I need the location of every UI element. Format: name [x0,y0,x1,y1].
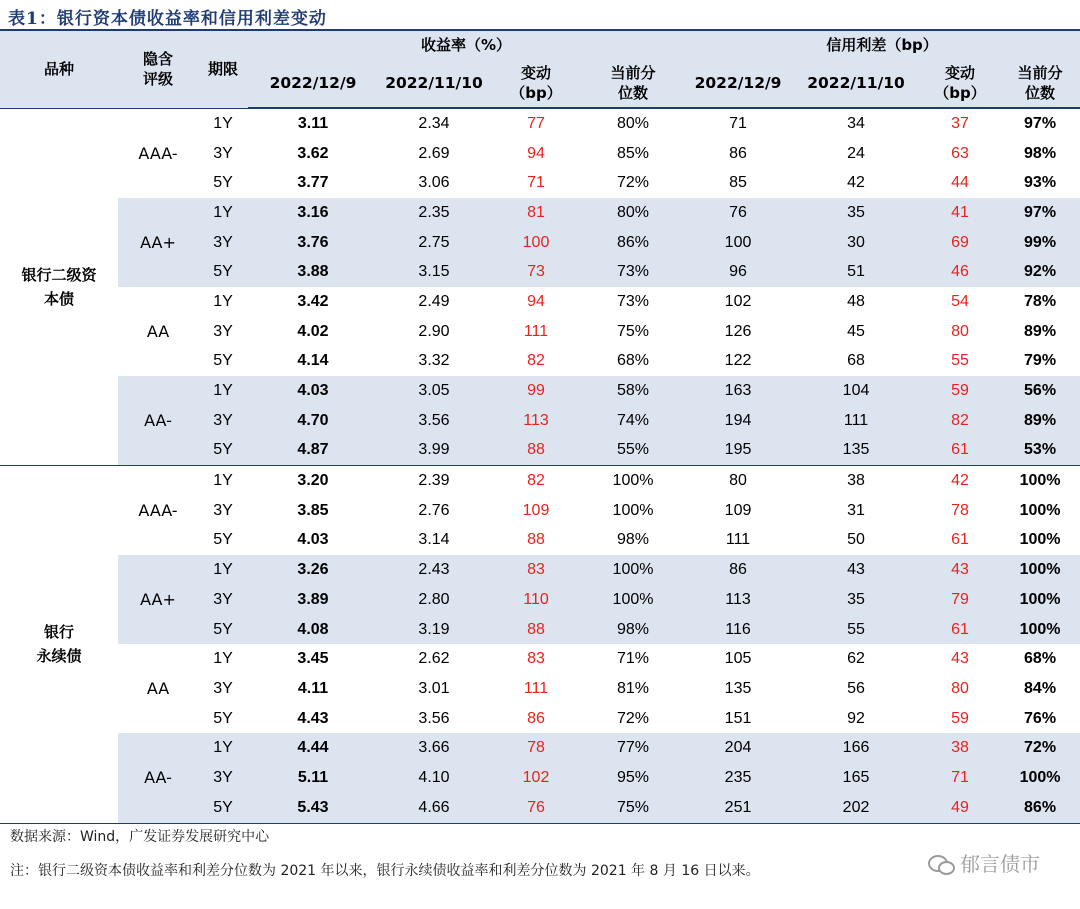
table-cell: 98% [617,531,650,549]
table-cell: 55 [951,352,969,370]
table-cell: 4.14 [297,352,329,370]
table-cell: 83 [527,650,545,668]
table-cell: 3.76 [248,228,378,258]
table-cell: 73% [582,257,684,287]
header-term: 期限 [198,31,248,108]
table-cell: 38 [920,733,1000,763]
table-cell: 100 [684,228,792,258]
table-cell: 3.89 [248,585,378,615]
table-cell: 78% [1024,292,1057,310]
table-cell: 3.19 [378,615,490,645]
table-cell: 109 [724,501,752,519]
table-cell: 86 [527,709,545,727]
table-cell: 42 [847,174,865,192]
bond-table [0,31,1080,824]
table-cell: 86% [1000,793,1080,823]
table-cell: 1Y [198,198,248,228]
table-cell: 126 [724,322,752,340]
table-cell: 71 [527,174,545,192]
table-row [0,198,1080,228]
wechat-icon [928,853,954,873]
table-cell: 53% [1000,436,1080,466]
table-cell: 68 [847,352,865,370]
table-cell: 3.45 [297,650,329,668]
rating-cell: AA- [118,733,198,823]
header-variety: 品种 [0,31,118,108]
table-cell: 50 [847,531,865,549]
category-cell: 银行 永续债 [0,466,118,823]
table-cell: 68% [617,352,650,370]
header-spread-percentile: 当前分 位数 [1000,59,1080,108]
table-cell: 76% [1024,709,1057,727]
table-cell: 100% [1019,501,1061,519]
header-yield-percentile: 当前分 位数 [582,59,684,108]
table-cell: 30 [792,228,920,258]
table-cell: 37 [951,114,969,132]
header-spread-change: 变动 （bp） [920,59,1000,108]
header-spread-date-prev: 2022/11/10 [792,59,920,108]
table-cell: 68% [1024,650,1057,668]
table-cell: 166 [792,733,920,763]
table-cell: 109 [522,501,550,519]
table-cell: 5Y [213,352,233,370]
table-cell: 122 [724,352,752,370]
table-row [0,287,1080,317]
table-cell: 43 [951,650,969,668]
table-cell: 97% [1000,198,1080,228]
rating-cell: AA [118,644,198,733]
table-cell: 3.56 [378,406,490,436]
table-cell: 3Y [213,322,233,340]
table-cell: 99% [1000,228,1080,258]
table-cell: 98% [582,615,684,645]
table-cell: 69 [920,228,1000,258]
table-cell: 73% [617,292,650,310]
category-cell: 银行二级资 本债 [0,109,118,466]
table-cell: 3.99 [378,436,490,466]
rating-cell: AAA- [118,109,198,199]
table-cell: 95% [582,763,684,793]
table-cell: 61 [951,531,969,549]
table-cell: 195 [684,436,792,466]
table-cell: 3.88 [248,257,378,287]
table-cell: 100% [1019,472,1061,490]
table-cell: 43 [792,555,920,585]
table-cell: 5Y [213,709,233,727]
table-cell: 3Y [198,228,248,258]
table-cell: 71% [617,650,650,668]
table-cell: 4.08 [248,615,378,645]
rating-cell: AA+ [118,555,198,644]
table-cell: 82 [920,406,1000,436]
table-cell: 78 [951,501,969,519]
table-cell: 61 [920,615,1000,645]
table-cell: 59 [920,376,1000,406]
table-cell: 3Y [198,406,248,436]
table-cell: 86% [582,228,684,258]
table-cell: 3.32 [418,352,450,370]
table-cell: 2.80 [378,585,490,615]
table-cell: 46 [920,257,1000,287]
table-cell: 100 [490,228,582,258]
table-cell: 72% [1000,733,1080,763]
table-cell: 75% [582,793,684,823]
table-cell: 2.49 [418,292,450,310]
table-cell: 204 [684,733,792,763]
table-cell: 165 [792,763,920,793]
header-implied-rating: 隐含 评级 [118,31,198,108]
table-cell: 74% [582,406,684,436]
table-cell: 88 [490,436,582,466]
table-cell: 48 [847,292,865,310]
table-cell: 5Y [213,531,233,549]
table-body [0,109,1080,824]
table-cell: 58% [582,376,684,406]
table-cell: 99 [490,376,582,406]
table-cell: 62 [847,650,865,668]
table-cell: 41 [920,198,1000,228]
table-cell: 251 [684,793,792,823]
table-cell: 3.66 [378,733,490,763]
table-cell: 1Y [213,292,233,310]
table-cell: 4.87 [248,436,378,466]
table-cell: 81% [617,679,650,697]
table-cell: 98% [1024,144,1057,162]
table-cell: 5Y [198,436,248,466]
table-cell: 89% [1024,322,1057,340]
table-cell: 72% [617,709,650,727]
table-cell: 100% [612,472,654,490]
table-row [0,733,1080,763]
table-cell: 113 [684,585,792,615]
table-cell: 5.43 [248,793,378,823]
table-cell: 92 [847,709,865,727]
table-cell: 42 [951,472,969,490]
table-cell: 100% [1000,615,1080,645]
table-cell: 3.56 [418,709,450,727]
table-row [0,466,1080,496]
table-cell: 1Y [198,376,248,406]
table-cell: 83 [490,555,582,585]
table-cell: 3Y [213,144,233,162]
table-cell: 80 [729,472,747,490]
table-cell: 3.05 [378,376,490,406]
table-row [0,555,1080,585]
rating-cell: AAA- [118,466,198,556]
table-cell: 1Y [198,555,248,585]
table-cell: 45 [847,322,865,340]
table-cell: 5Y [213,174,233,192]
watermark [928,848,1040,877]
table-cell: 110 [490,585,582,615]
table-cell: 3Y [213,679,233,697]
table-row [0,644,1080,674]
table-cell: 1Y [198,733,248,763]
table-title: 表1：银行资本债收益率和信用利差变动 [8,9,327,29]
footnote: 注：银行二级资本债收益率和利差分位数为 2021 年以来，银行永续债收益率和利差分位数为 2021 年 8 月 16 日以来。 [10,863,760,879]
table-cell: 80% [617,114,650,132]
table-cell: 100% [1000,555,1080,585]
table-cell: 4.02 [297,322,329,340]
table-cell: 61 [920,436,1000,466]
table-cell: 2.76 [418,501,450,519]
table-cell: 4.70 [248,406,378,436]
table-cell: 2.34 [418,114,450,132]
header-yield-group: 收益率（%） [248,31,684,59]
table-cell: 77 [527,114,545,132]
table-cell: 3.85 [297,501,329,519]
table-cell: 4.66 [378,793,490,823]
table-cell: 92% [1000,257,1080,287]
table-cell: 5.11 [248,763,378,793]
table-cell: 3.11 [297,114,329,132]
header-yield-date-now: 2022/12/9 [248,59,378,108]
table-cell: 135 [792,436,920,466]
table-cell: 71 [920,763,1000,793]
table-cell: 94 [527,144,545,162]
table-cell: 94 [527,292,545,310]
table-cell: 77% [582,733,684,763]
table-row [0,376,1080,406]
table-cell: 163 [684,376,792,406]
table-cell: 235 [684,763,792,793]
table-cell: 4.11 [297,679,329,697]
table-cell: 1Y [213,114,233,132]
table-cell: 4.10 [378,763,490,793]
table-cell: 2.75 [378,228,490,258]
table-cell: 5Y [198,257,248,287]
header-yield-change: 变动 （bp） [490,59,582,108]
table-cell: 3.15 [378,257,490,287]
table-cell: 59 [951,709,969,727]
table-cell: 111 [523,322,549,340]
table-cell: 86 [729,144,747,162]
table-cell: 3.42 [297,292,329,310]
table-cell: 63 [951,144,969,162]
table-cell: 111 [725,531,751,549]
table-cell: 85 [729,174,747,192]
table-cell: 2.62 [418,650,450,668]
table-cell: 100% [582,585,684,615]
table-cell: 80% [582,198,684,228]
table-cell: 35 [792,585,920,615]
table-cell: 3.62 [297,144,329,162]
table-cell: 43 [920,555,1000,585]
table-cell: 2.35 [378,198,490,228]
table-cell: 73 [490,257,582,287]
table-cell: 3.26 [248,555,378,585]
table-cell: 55 [792,615,920,645]
table-cell: 3.20 [297,472,329,490]
table-cell: 88 [527,531,545,549]
table-cell: 51 [792,257,920,287]
table-cell: 111 [792,406,920,436]
rating-cell: AA- [118,376,198,466]
table-cell: 3Y [198,585,248,615]
table-cell: 81 [490,198,582,228]
table-cell: 34 [847,114,865,132]
table-cell: 76 [684,198,792,228]
table-cell: 82 [527,352,545,370]
header-yield-date-prev: 2022/11/10 [378,59,490,108]
table-cell: 3.06 [418,174,450,192]
table-cell: 151 [724,709,752,727]
table-cell: 113 [490,406,582,436]
table-cell: 135 [724,679,752,697]
table-cell: 86 [684,555,792,585]
table-cell: 84% [1024,679,1057,697]
table-cell: 72% [617,174,650,192]
table-cell: 89% [1000,406,1080,436]
table-cell: 85% [617,144,650,162]
table-cell: 102 [724,292,752,310]
table-cell: 56 [847,679,865,697]
rating-cell: AA+ [118,198,198,287]
table-cell: 202 [792,793,920,823]
table-cell: 44 [951,174,969,192]
table-cell: 4.44 [248,733,378,763]
table-cell: 100% [1000,585,1080,615]
table-cell: 75% [617,322,650,340]
table-cell: 38 [847,472,865,490]
source-note: 数据来源：Wind，广发证券发展研究中心 [10,829,270,845]
table-cell: 93% [1024,174,1057,192]
table-cell: 54 [951,292,969,310]
table-cell: 4.43 [297,709,329,727]
table-cell: 2.90 [418,322,450,340]
table-cell: 71 [729,114,747,132]
table-cell: 100% [582,555,684,585]
table-cell: 194 [684,406,792,436]
table-cell: 3.01 [418,679,450,697]
table-cell: 2.43 [378,555,490,585]
table-cell: 35 [792,198,920,228]
table-cell: 5Y [198,615,248,645]
table-cell: 2.39 [418,472,450,490]
watermark-text: 郁言债市 [960,852,1040,876]
table-cell: 100% [1019,531,1061,549]
table-cell: 24 [847,144,865,162]
table-cell: 56% [1000,376,1080,406]
table-cell: 100% [612,501,654,519]
table-cell: 49 [920,793,1000,823]
table-cell: 4.03 [248,376,378,406]
table-cell: 96 [684,257,792,287]
table-cell: 80 [951,322,969,340]
header-spread-date-now: 2022/12/9 [684,59,792,108]
table-cell: 97% [1024,114,1057,132]
table-cell: 82 [527,472,545,490]
table-cell: 5Y [198,793,248,823]
table-cell: 55% [582,436,684,466]
rating-cell: AA [118,287,198,376]
table-cell: 3Y [198,763,248,793]
table-cell: 105 [724,650,752,668]
table-cell: 102 [490,763,582,793]
table-cell: 104 [792,376,920,406]
table-cell: 79 [920,585,1000,615]
table-cell: 3.77 [297,174,329,192]
header-spread-group: 信用利差（bp） [684,31,1080,59]
table-cell: 88 [490,615,582,645]
table-cell: 100% [1000,763,1080,793]
table-cell: 3Y [213,501,233,519]
table-cell: 80 [951,679,969,697]
table-cell: 2.69 [418,144,450,162]
table-cell: 111 [523,679,549,697]
table-cell: 3.14 [418,531,450,549]
table-cell: 1Y [213,650,233,668]
table-cell: 1Y [213,472,233,490]
table-cell: 31 [847,501,865,519]
table-cell: 4.03 [297,531,329,549]
table-cell: 78 [490,733,582,763]
table-cell: 116 [684,615,792,645]
table-row [0,109,1080,139]
table-cell: 79% [1024,352,1057,370]
table-cell: 76 [490,793,582,823]
table-cell: 3.16 [248,198,378,228]
